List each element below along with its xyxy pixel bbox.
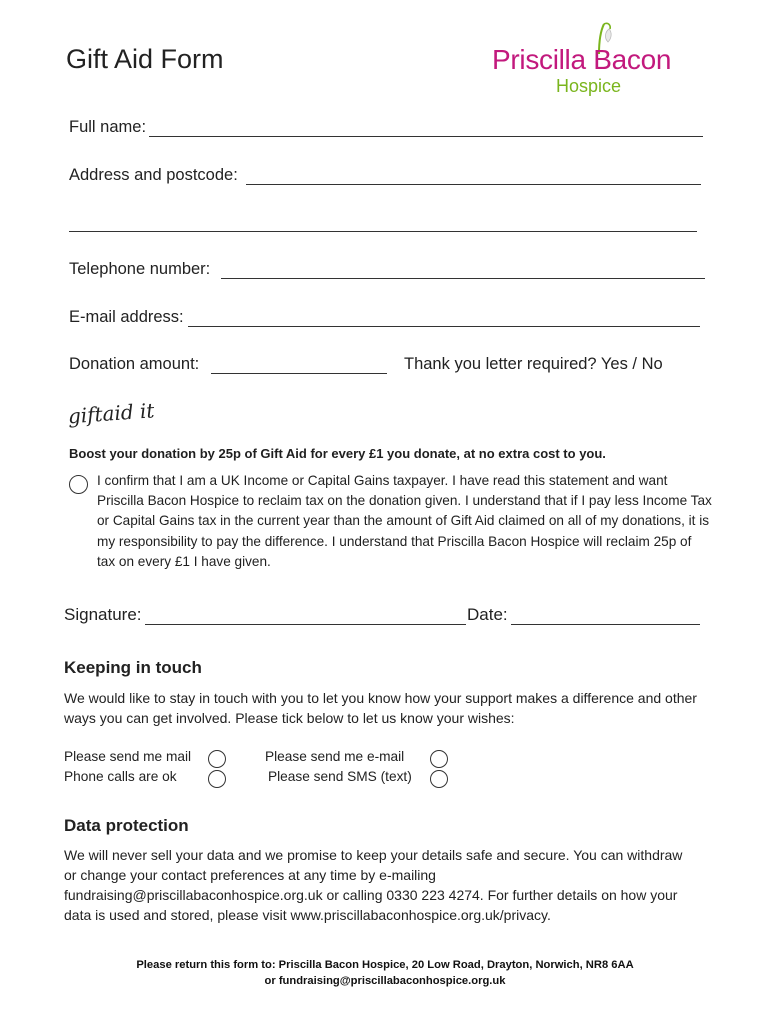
giftaid-declaration: I confirm that I am a UK Income or Capital Gains taxpayer. I have read this statement and want Priscilla Bacon Hospice to reclaim tax on the donation given. I understand that if I pay less Income Tax or Capital Gains tax in the current year than the amount of Gift Aid claimed on all of my donations, it is my responsibility to pay the difference. I understand that Priscilla Bacon Hospice will reclaim 25p of tax on every £1 I have given. (97, 473, 712, 569)
page-title: Gift Aid Form (66, 44, 224, 74)
giftaid-logo-text: giftaid it (67, 398, 156, 429)
option-phone-label: Phone calls are ok (64, 769, 177, 784)
telephone-label: Telephone number: (69, 260, 211, 278)
telephone-field[interactable] (221, 278, 705, 279)
signature-field[interactable] (145, 624, 466, 625)
option-sms-checkbox[interactable] (430, 770, 448, 788)
footer-email: or fundraising@priscillabaconhospice.org.uk (264, 975, 506, 987)
option-email-label: Please send me e-mail (265, 749, 405, 764)
donation-field[interactable] (211, 373, 387, 374)
signature-label: Signature: (64, 605, 142, 624)
option-email-checkbox[interactable] (430, 750, 448, 768)
option-mail-checkbox[interactable] (208, 750, 226, 768)
hospice-logo (492, 20, 712, 96)
address-field[interactable] (246, 184, 701, 185)
thank-you-letter-option[interactable]: Thank you letter required? Yes / No (404, 355, 663, 373)
email-label: E-mail address: (69, 308, 184, 326)
address-label: Address and postcode: (69, 166, 238, 184)
giftaid-boost-text: Boost your donation by 25p of Gift Aid for every £1 you donate, at no extra cost to you. (69, 446, 606, 461)
full-name-field[interactable] (149, 136, 703, 137)
keeping-in-touch-heading: Keeping in touch (64, 658, 202, 677)
date-field[interactable] (511, 624, 700, 625)
address-field-line-2[interactable] (69, 231, 697, 232)
option-mail-label: Please send me mail (64, 749, 192, 764)
keeping-in-touch-text: We would like to stay in touch with you to let you know how your support makes a difference and other ways you can get involved. Please tick below to let us know your wishes: (64, 690, 697, 726)
date-label: Date: (467, 605, 508, 624)
footer-return-address: Please return this form to: Priscilla Bacon Hospice, 20 Low Road, Drayton, Norwich, NR8 6AA (136, 959, 634, 971)
giftaid-confirm-checkbox[interactable] (69, 475, 88, 494)
data-protection-text: We will never sell your data and we promise to keep your details safe and secure. You can withdraw or change your contact preferences at any time by e-mailing fundraising@priscillabaconhospice.org.uk or calling 0330 223 4274. For further details on how your data is used and stored, please visit www.priscillabaconhospice.org.uk/privacy. (64, 847, 683, 923)
data-protection-heading: Data protection (64, 816, 189, 835)
donation-label: Donation amount: (69, 355, 200, 373)
logo-subtitle: Hospice (556, 76, 622, 96)
giftaid-logo (66, 398, 166, 437)
full-name-label: Full name: (69, 118, 147, 136)
logo-name: Priscilla Bacon (492, 44, 672, 75)
email-field[interactable] (188, 326, 700, 327)
option-sms-label: Please send SMS (text) (268, 769, 412, 784)
option-phone-checkbox[interactable] (208, 770, 226, 788)
